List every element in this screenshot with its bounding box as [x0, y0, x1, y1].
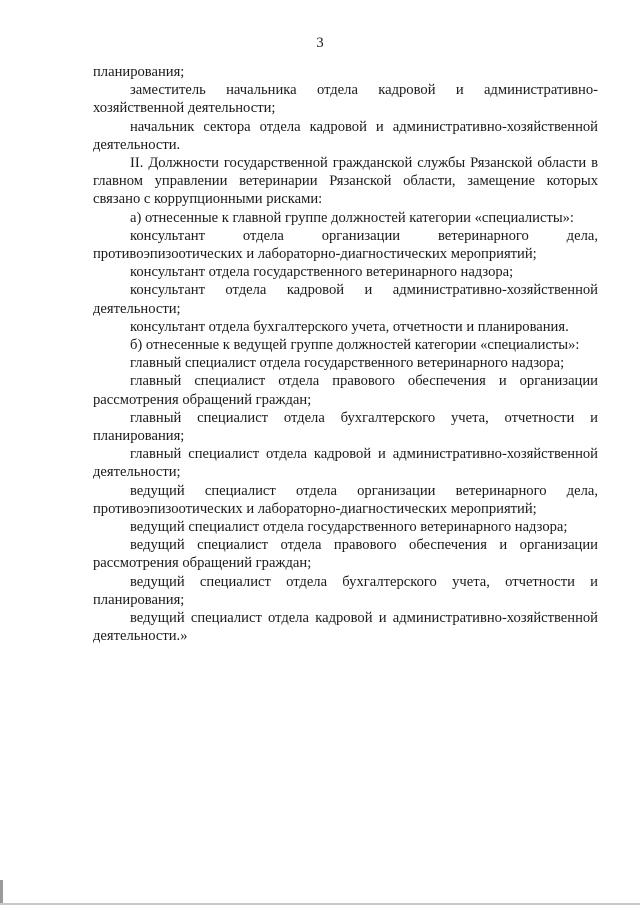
paragraph: консультант отдела кадровой и административно-хозяйственной деятельности;	[93, 282, 598, 317]
paragraph: главный специалист отдела кадровой и административно-хозяйственной деятельности;	[93, 446, 598, 481]
document-body	[93, 63, 598, 646]
scan-edge-mark	[0, 880, 3, 905]
paragraph: главный специалист отдела государственного ветеринарного надзора;	[130, 355, 565, 372]
paragraph: консультант отдела государственного ветеринарного надзора;	[130, 264, 514, 281]
paragraph: главный специалист отдела правового обеспечения и организации рассмотрения обращений граждан;	[93, 373, 598, 408]
paragraph: б) отнесенные к ведущей группе должностей категории «специалисты»:	[130, 337, 580, 354]
page-number: 3	[316, 35, 324, 51]
paragraph: консультант отдела бухгалтерского учета, отчетности и планирования.	[130, 318, 569, 335]
paragraph: заместитель начальника отдела кадровой и административно-хозяйственной деятельности;	[93, 82, 598, 117]
paragraph: ведущий специалист отдела государственного ветеринарного надзора;	[130, 519, 568, 536]
paragraph: ведущий специалист отдела организации ветеринарного дела, противоэпизоотических и лабораторно-диагностических мероприятий;	[93, 482, 598, 517]
paragraph: планирования;	[93, 64, 185, 80]
paragraph: II. Должности государственной гражданской службы Рязанской области в главном управлении ветеринарии Рязанской области, замещение которых связано с коррупционными рисками:	[93, 155, 598, 208]
paragraph: начальник сектора отдела кадровой и административно-хозяйственной деятельности.	[93, 118, 598, 153]
paragraph: ведущий специалист отдела правового обеспечения и организации рассмотрения обращений граждан;	[93, 537, 598, 572]
paragraph: ведущий специалист отдела бухгалтерского учета, отчетности и планирования;	[93, 573, 598, 608]
paragraph: главный специалист отдела бухгалтерского учета, отчетности и планирования;	[93, 409, 598, 445]
paragraph: ведущий специалист отдела кадровой и административно-хозяйственной деятельности.»	[93, 610, 598, 645]
paragraph: консультант отдела организации ветеринарного дела, противоэпизоотических и лабораторно-диагностических мероприятий;	[93, 227, 598, 263]
paragraph: а) отнесенные к главной группе должностей категории «специалисты»:	[130, 209, 574, 226]
